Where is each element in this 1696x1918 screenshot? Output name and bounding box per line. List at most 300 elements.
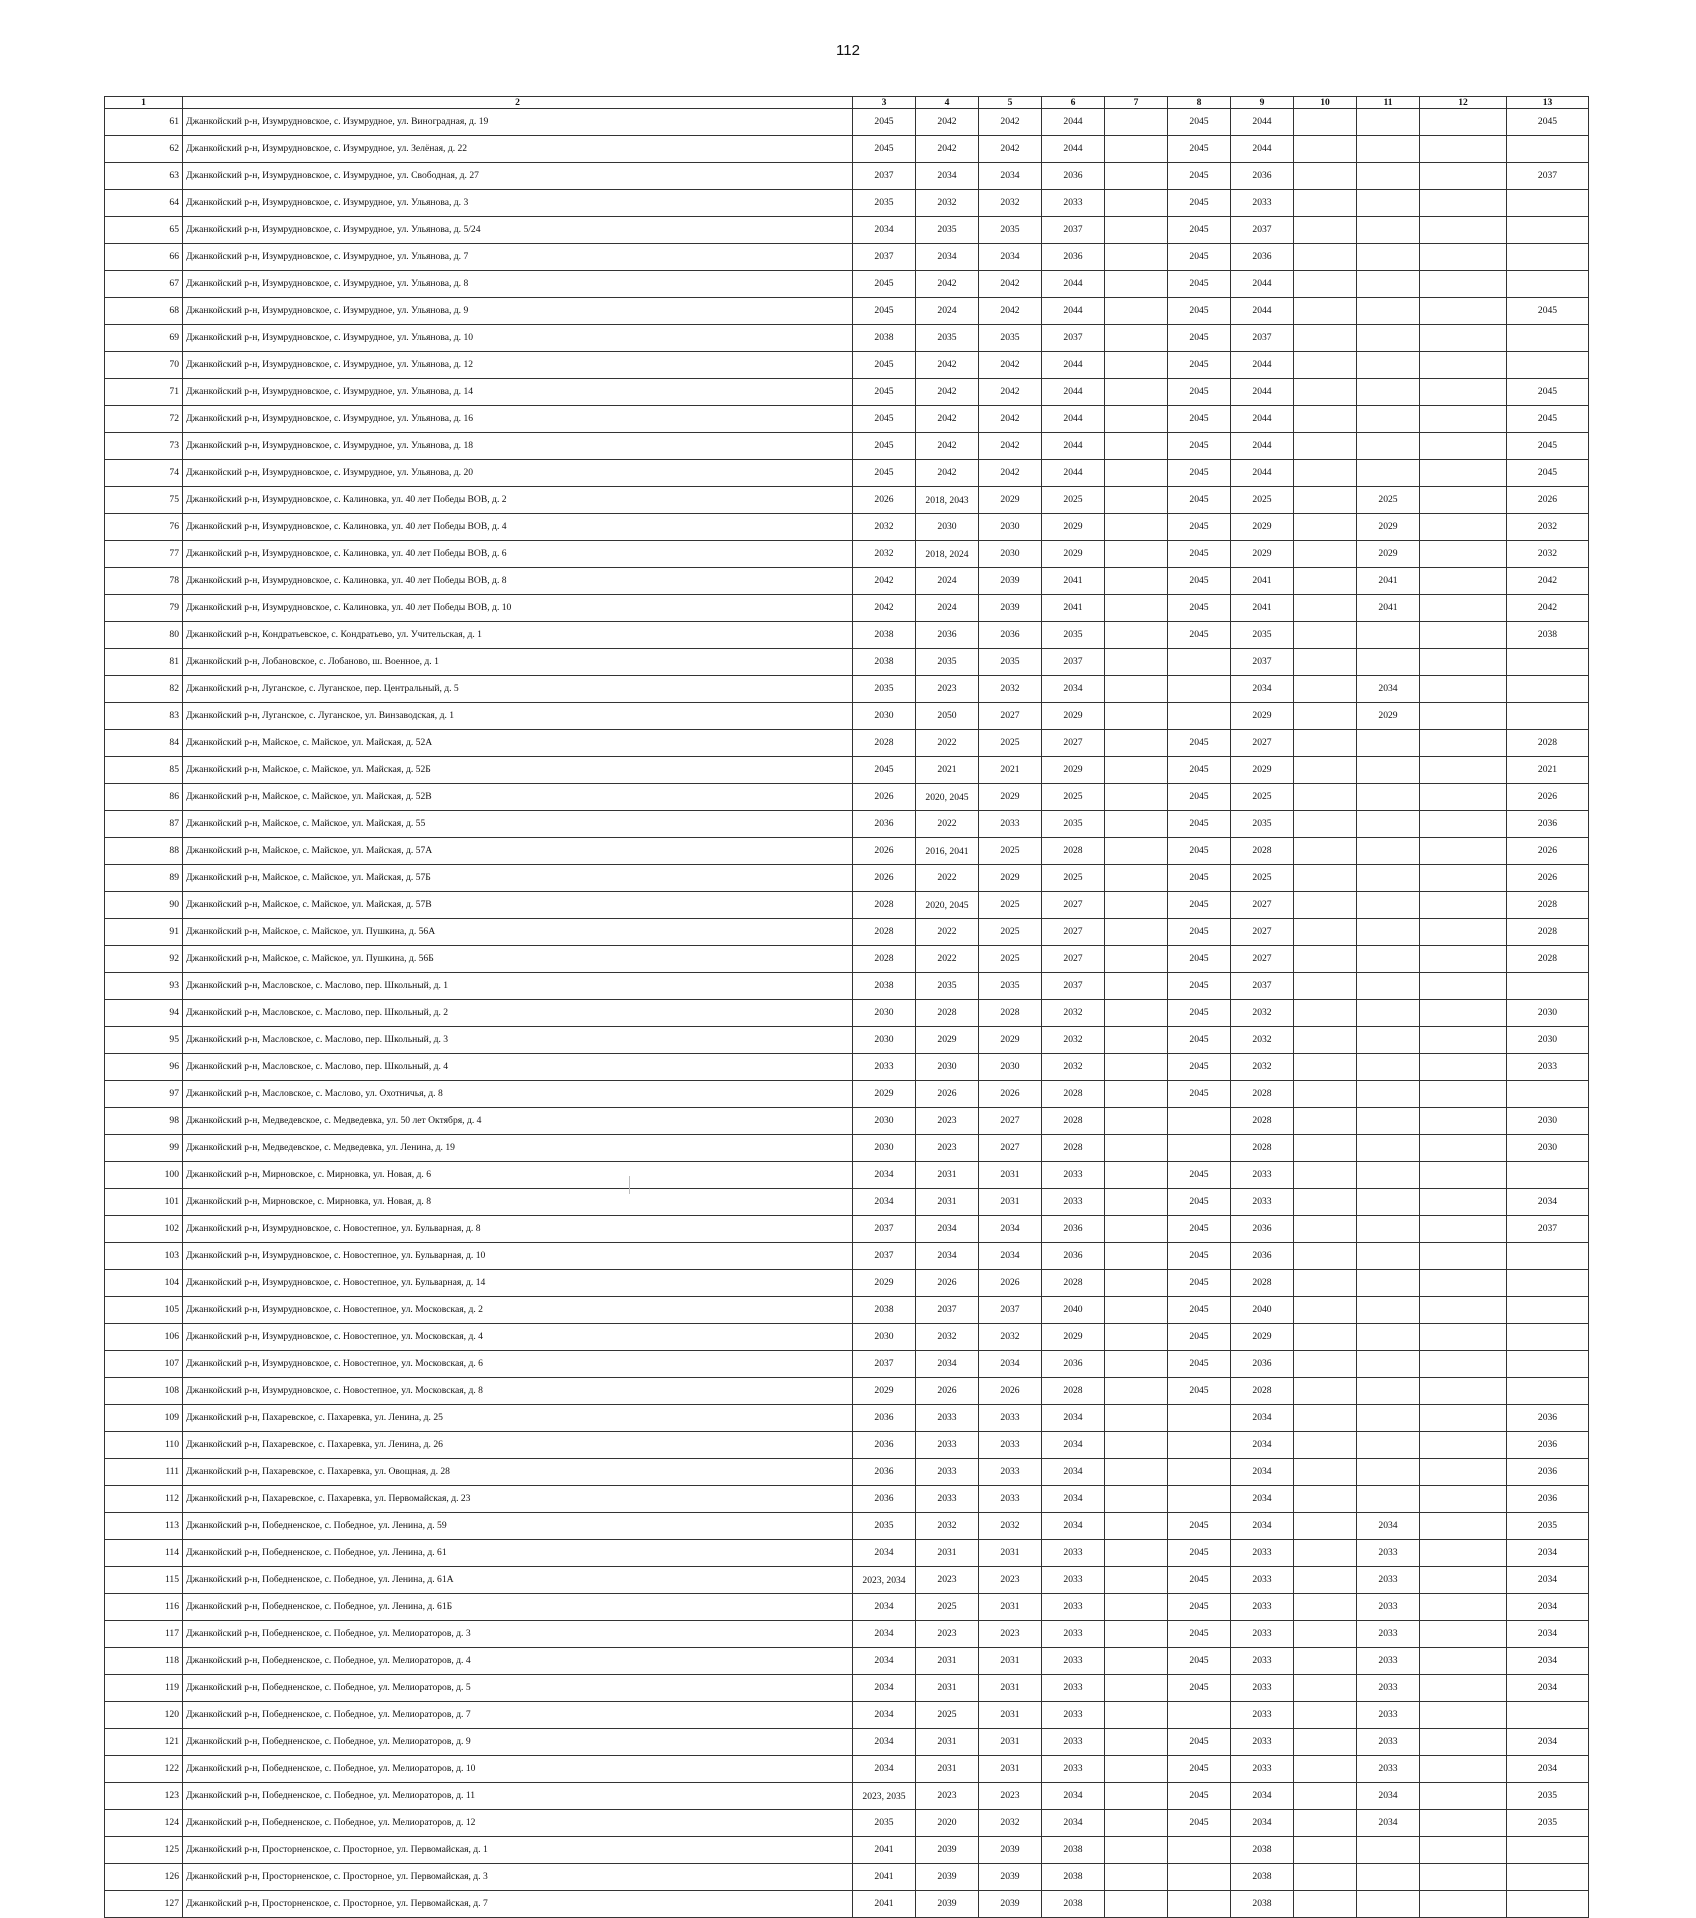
year-cell (1420, 757, 1507, 784)
row-number-cell: 110 (105, 1432, 183, 1459)
year-cell: 2035 (979, 217, 1042, 244)
year-cell: 2027 (1231, 892, 1294, 919)
year-cell: 2022 (916, 946, 979, 973)
year-cell: 2021 (916, 757, 979, 784)
year-cell: 2045 (1168, 1540, 1231, 1567)
year-cell: 2025 (979, 946, 1042, 973)
row-number-cell: 64 (105, 190, 183, 217)
year-cell: 2041 (1357, 595, 1420, 622)
table-row (105, 1783, 1589, 1810)
table-row (105, 1621, 1589, 1648)
year-cell: 2033 (1042, 1189, 1105, 1216)
year-cell: 2033 (979, 1459, 1042, 1486)
year-cell: 2041 (1231, 595, 1294, 622)
row-number-cell: 79 (105, 595, 183, 622)
table-row (105, 1702, 1589, 1729)
year-cell (1357, 1216, 1420, 1243)
year-cell: 2033 (1042, 1648, 1105, 1675)
year-cell (1420, 730, 1507, 757)
row-number-cell: 122 (105, 1756, 183, 1783)
year-cell: 2040 (1042, 1297, 1105, 1324)
year-cell (1507, 1270, 1589, 1297)
year-cell: 2045 (1168, 109, 1231, 136)
row-number-cell: 77 (105, 541, 183, 568)
year-cell: 2025 (979, 730, 1042, 757)
year-cell (1357, 1081, 1420, 1108)
year-cell: 2034 (1042, 1459, 1105, 1486)
year-cell (1294, 676, 1357, 703)
year-cell (1105, 730, 1168, 757)
year-cell: 2032 (853, 514, 916, 541)
year-cell (1294, 1432, 1357, 1459)
year-cell (1420, 298, 1507, 325)
year-cell: 2028 (1231, 1108, 1294, 1135)
year-cell: 2044 (1042, 298, 1105, 325)
year-cell: 2042 (916, 406, 979, 433)
year-cell (1420, 1837, 1507, 1864)
year-cell: 2034 (979, 1243, 1042, 1270)
year-cell (1105, 1270, 1168, 1297)
year-cell: 2027 (979, 703, 1042, 730)
year-cell (1420, 1162, 1507, 1189)
year-cell: 2036 (979, 622, 1042, 649)
year-cell: 2030 (916, 514, 979, 541)
address-cell: Джанкойский р-н, Просторненское, с. Просторное, ул. Первомайская, д. 1 (183, 1837, 853, 1864)
year-cell: 2025 (1042, 487, 1105, 514)
year-cell: 2038 (853, 325, 916, 352)
year-cell (1357, 784, 1420, 811)
year-cell (1294, 838, 1357, 865)
year-cell: 2023 (916, 1621, 979, 1648)
year-cell: 2042 (916, 109, 979, 136)
year-cell: 2033 (979, 1486, 1042, 1513)
year-cell (1294, 406, 1357, 433)
year-cell (1357, 1270, 1420, 1297)
year-cell (1420, 1054, 1507, 1081)
year-cell: 2022 (916, 919, 979, 946)
address-cell: Джанкойский р-н, Изумрудновское, с. Новостепное, ул. Бульварная, д. 14 (183, 1270, 853, 1297)
year-cell (1294, 1891, 1357, 1918)
row-number-cell: 86 (105, 784, 183, 811)
year-cell (1420, 568, 1507, 595)
year-cell: 2037 (853, 163, 916, 190)
year-cell (1420, 1756, 1507, 1783)
year-cell (1420, 1864, 1507, 1891)
year-cell (1105, 973, 1168, 1000)
year-cell: 2045 (1168, 1162, 1231, 1189)
address-cell: Джанкойский р-н, Изумрудновское, с. Изумрудное, ул. Ульянова, д. 8 (183, 271, 853, 298)
year-cell (1420, 1486, 1507, 1513)
address-cell: Джанкойский р-н, Изумрудновское, с. Изумрудное, ул. Ульянова, д. 7 (183, 244, 853, 271)
year-cell (1294, 217, 1357, 244)
year-cell: 2042 (916, 271, 979, 298)
address-cell: Джанкойский р-н, Победненское, с. Победное, ул. Мелиораторов, д. 5 (183, 1675, 853, 1702)
year-cell: 2042 (853, 595, 916, 622)
col-header: 13 (1507, 97, 1589, 109)
year-cell (1357, 352, 1420, 379)
year-cell (1294, 1297, 1357, 1324)
year-cell (1357, 460, 1420, 487)
year-cell (1105, 1162, 1168, 1189)
year-cell (1105, 1837, 1168, 1864)
year-cell: 2030 (853, 1000, 916, 1027)
year-cell: 2038 (853, 622, 916, 649)
year-cell: 2034 (1507, 1675, 1589, 1702)
year-cell (1357, 244, 1420, 271)
register-table (104, 96, 1589, 1918)
col-header: 6 (1042, 97, 1105, 109)
year-cell: 2045 (1168, 487, 1231, 514)
year-cell: 2045 (1168, 1297, 1231, 1324)
year-cell: 2027 (1042, 919, 1105, 946)
year-cell (1105, 163, 1168, 190)
row-number-cell: 80 (105, 622, 183, 649)
year-cell: 2045 (1168, 1783, 1231, 1810)
year-cell (1294, 433, 1357, 460)
year-cell (1420, 1027, 1507, 1054)
year-cell (1294, 1648, 1357, 1675)
year-cell: 2030 (1507, 1135, 1589, 1162)
year-cell: 2030 (979, 541, 1042, 568)
year-cell (1168, 676, 1231, 703)
address-cell: Джанкойский р-н, Изумрудновское, с. Калиновка, ул. 40 лет Победы ВОВ, д. 2 (183, 487, 853, 514)
year-cell: 2033 (1042, 1729, 1105, 1756)
address-cell: Джанкойский р-н, Победненское, с. Победное, ул. Мелиораторов, д. 3 (183, 1621, 853, 1648)
table-row (105, 568, 1589, 595)
row-number-cell: 76 (105, 514, 183, 541)
year-cell: 2033 (1231, 1162, 1294, 1189)
year-cell: 2023 (979, 1783, 1042, 1810)
year-cell (1294, 1837, 1357, 1864)
year-cell (1357, 1486, 1420, 1513)
row-number-cell: 127 (105, 1891, 183, 1918)
year-cell: 2029 (1231, 541, 1294, 568)
year-cell: 2033 (1357, 1756, 1420, 1783)
row-number-cell: 113 (105, 1513, 183, 1540)
row-number-cell: 104 (105, 1270, 183, 1297)
year-cell (1294, 1405, 1357, 1432)
year-cell: 2027 (979, 1135, 1042, 1162)
address-cell: Джанкойский р-н, Масловское, с. Маслово, пер. Школьный, д. 4 (183, 1054, 853, 1081)
address-cell: Джанкойский р-н, Победненское, с. Победное, ул. Мелиораторов, д. 4 (183, 1648, 853, 1675)
year-cell: 2045 (1168, 568, 1231, 595)
year-cell (1105, 352, 1168, 379)
year-cell: 2028 (1042, 1081, 1105, 1108)
col-header: 3 (853, 97, 916, 109)
address-cell: Джанкойский р-н, Победненское, с. Победное, ул. Мелиораторов, д. 9 (183, 1729, 853, 1756)
year-cell: 2033 (1231, 1648, 1294, 1675)
table-row (105, 379, 1589, 406)
year-cell (1420, 352, 1507, 379)
address-cell: Джанкойский р-н, Масловское, с. Маслово, ул. Охотничья, д. 8 (183, 1081, 853, 1108)
year-cell: 2023 (916, 676, 979, 703)
year-cell (1420, 1594, 1507, 1621)
row-number-cell: 97 (105, 1081, 183, 1108)
year-cell: 2036 (853, 1459, 916, 1486)
year-cell: 2034 (1231, 1513, 1294, 1540)
year-cell (1507, 1243, 1589, 1270)
year-cell: 2042 (1507, 595, 1589, 622)
year-cell: 2026 (853, 784, 916, 811)
year-cell: 2028 (1507, 892, 1589, 919)
year-cell: 2035 (916, 217, 979, 244)
year-cell (1294, 649, 1357, 676)
year-cell: 2033 (1231, 1594, 1294, 1621)
row-number-cell: 118 (105, 1648, 183, 1675)
year-cell (1357, 1243, 1420, 1270)
year-cell: 2035 (1507, 1783, 1589, 1810)
year-cell: 2045 (1168, 541, 1231, 568)
year-cell: 2032 (916, 1324, 979, 1351)
address-cell: Джанкойский р-н, Изумрудновское, с. Новостепное, ул. Московская, д. 2 (183, 1297, 853, 1324)
year-cell (1105, 649, 1168, 676)
year-cell (1357, 217, 1420, 244)
year-cell (1420, 325, 1507, 352)
year-cell: 2034 (1231, 1432, 1294, 1459)
row-number-cell: 96 (105, 1054, 183, 1081)
year-cell: 2042 (979, 136, 1042, 163)
year-cell: 2044 (1231, 406, 1294, 433)
year-cell: 2037 (1231, 649, 1294, 676)
year-cell (1105, 1864, 1168, 1891)
year-cell: 2044 (1042, 433, 1105, 460)
table-row (105, 703, 1589, 730)
address-cell: Джанкойский р-н, Изумрудновское, с. Изумрудное, ул. Ульянова, д. 18 (183, 433, 853, 460)
year-cell (1294, 1864, 1357, 1891)
year-cell: 2042 (916, 460, 979, 487)
year-cell: 2023 (916, 1108, 979, 1135)
year-cell: 2036 (916, 622, 979, 649)
year-cell (1105, 865, 1168, 892)
address-cell: Джанкойский р-н, Медведевское, с. Медведевка, ул. 50 лет Октября, д. 4 (183, 1108, 853, 1135)
row-number-cell: 116 (105, 1594, 183, 1621)
year-cell: 2041 (853, 1864, 916, 1891)
table-row (105, 1216, 1589, 1243)
year-cell (1357, 1000, 1420, 1027)
year-cell: 2030 (1507, 1108, 1589, 1135)
row-number-cell: 93 (105, 973, 183, 1000)
year-cell: 2029 (1042, 514, 1105, 541)
year-cell: 2030 (853, 1108, 916, 1135)
year-cell (1507, 244, 1589, 271)
year-cell: 2037 (1507, 1216, 1589, 1243)
year-cell: 2045 (1168, 1351, 1231, 1378)
row-number-cell: 81 (105, 649, 183, 676)
year-cell: 2033 (1231, 1567, 1294, 1594)
address-cell: Джанкойский р-н, Пахаревское, с. Пахаревка, ул. Первомайская, д. 23 (183, 1486, 853, 1513)
year-cell: 2033 (1231, 1702, 1294, 1729)
year-cell: 2023, 2035 (853, 1783, 916, 1810)
year-cell: 2045 (1168, 811, 1231, 838)
table-row (105, 1270, 1589, 1297)
year-cell (1294, 919, 1357, 946)
year-cell: 2027 (1042, 946, 1105, 973)
year-cell (1105, 1351, 1168, 1378)
year-cell (1420, 1108, 1507, 1135)
year-cell (1420, 1621, 1507, 1648)
year-cell (1357, 271, 1420, 298)
year-cell (1105, 946, 1168, 973)
table-row (105, 811, 1589, 838)
year-cell: 2033 (916, 1432, 979, 1459)
year-cell: 2038 (853, 649, 916, 676)
year-cell: 2031 (979, 1675, 1042, 1702)
year-cell (1294, 1486, 1357, 1513)
row-number-cell: 65 (105, 217, 183, 244)
year-cell: 2042 (979, 379, 1042, 406)
year-cell: 2034 (916, 244, 979, 271)
year-cell: 2033 (1507, 1054, 1589, 1081)
year-cell: 2025 (916, 1594, 979, 1621)
year-cell: 2045 (853, 271, 916, 298)
year-cell (1357, 379, 1420, 406)
year-cell: 2045 (1168, 190, 1231, 217)
year-cell: 2028 (1042, 1108, 1105, 1135)
year-cell (1168, 1702, 1231, 1729)
year-cell: 2025 (916, 1702, 979, 1729)
year-cell: 2044 (1231, 352, 1294, 379)
year-cell (1105, 379, 1168, 406)
year-cell: 2037 (1507, 163, 1589, 190)
year-cell (1420, 1702, 1507, 1729)
year-cell (1357, 136, 1420, 163)
year-cell: 2034 (1507, 1189, 1589, 1216)
year-cell: 2032 (1507, 541, 1589, 568)
year-cell (1105, 1621, 1168, 1648)
year-cell: 2034 (979, 163, 1042, 190)
year-cell: 2031 (979, 1729, 1042, 1756)
year-cell (1357, 865, 1420, 892)
year-cell: 2044 (1231, 460, 1294, 487)
year-cell (1105, 1756, 1168, 1783)
col-header: 8 (1168, 97, 1231, 109)
col-header: 11 (1357, 97, 1420, 109)
year-cell: 2035 (1507, 1810, 1589, 1837)
year-cell: 2029 (1357, 514, 1420, 541)
year-cell: 2045 (853, 433, 916, 460)
year-cell: 2038 (1042, 1891, 1105, 1918)
year-cell: 2034 (1507, 1594, 1589, 1621)
year-cell: 2035 (853, 676, 916, 703)
year-cell (1105, 1027, 1168, 1054)
year-cell: 2028 (1507, 730, 1589, 757)
year-cell (1357, 1108, 1420, 1135)
year-cell (1420, 892, 1507, 919)
table-row (105, 514, 1589, 541)
year-cell (1507, 190, 1589, 217)
year-cell: 2041 (1042, 595, 1105, 622)
year-cell (1507, 1702, 1589, 1729)
table-row (105, 1162, 1589, 1189)
year-cell: 2034 (1507, 1567, 1589, 1594)
year-cell (1294, 1459, 1357, 1486)
address-cell: Джанкойский р-н, Мирновское, с. Мирновка, ул. Новая, д. 6 (183, 1162, 853, 1189)
year-cell: 2044 (1042, 460, 1105, 487)
year-cell: 2045 (1168, 892, 1231, 919)
year-cell: 2036 (1042, 1351, 1105, 1378)
year-cell: 2034 (916, 1216, 979, 1243)
year-cell: 2035 (916, 649, 979, 676)
year-cell: 2034 (853, 1189, 916, 1216)
year-cell: 2023 (916, 1135, 979, 1162)
year-cell: 2028 (1231, 1270, 1294, 1297)
year-cell (1105, 325, 1168, 352)
year-cell: 2020, 2045 (916, 784, 979, 811)
year-cell (1294, 271, 1357, 298)
year-cell: 2037 (1231, 325, 1294, 352)
year-cell: 2029 (916, 1027, 979, 1054)
year-cell (1105, 703, 1168, 730)
year-cell (1357, 622, 1420, 649)
year-cell: 2025 (1231, 865, 1294, 892)
address-cell: Джанкойский р-н, Изумрудновское, с. Калиновка, ул. 40 лет Победы ВОВ, д. 4 (183, 514, 853, 541)
address-cell: Джанкойский р-н, Изумрудновское, с. Новостепное, ул. Московская, д. 6 (183, 1351, 853, 1378)
year-cell: 2027 (1231, 946, 1294, 973)
year-cell (1294, 973, 1357, 1000)
table-row (105, 838, 1589, 865)
year-cell: 2045 (1168, 784, 1231, 811)
year-cell: 2028 (1507, 919, 1589, 946)
year-cell: 2030 (916, 1054, 979, 1081)
row-number-cell: 115 (105, 1567, 183, 1594)
col-header: 7 (1105, 97, 1168, 109)
year-cell: 2028 (1231, 1378, 1294, 1405)
year-cell (1420, 136, 1507, 163)
year-cell (1420, 1540, 1507, 1567)
year-cell: 2045 (1168, 1810, 1231, 1837)
year-cell: 2045 (1168, 1324, 1231, 1351)
year-cell: 2034 (916, 1351, 979, 1378)
year-cell: 2038 (1231, 1891, 1294, 1918)
year-cell: 2034 (1357, 676, 1420, 703)
year-cell (1357, 1054, 1420, 1081)
year-cell: 2033 (1042, 1567, 1105, 1594)
address-cell: Джанкойский р-н, Майское, с. Майское, ул. Майская, д. 57В (183, 892, 853, 919)
year-cell: 2027 (1042, 730, 1105, 757)
table-row (105, 109, 1589, 136)
year-cell: 2018, 2043 (916, 487, 979, 514)
year-cell (1168, 1135, 1231, 1162)
year-cell: 2036 (1231, 244, 1294, 271)
table-row (105, 1135, 1589, 1162)
year-cell (1507, 1081, 1589, 1108)
year-cell (1168, 649, 1231, 676)
address-cell: Джанкойский р-н, Изумрудновское, с. Изумрудное, ул. Зелёная, д. 22 (183, 136, 853, 163)
year-cell: 2033 (979, 1432, 1042, 1459)
address-cell: Джанкойский р-н, Изумрудновское, с. Калиновка, ул. 40 лет Победы ВОВ, д. 8 (183, 568, 853, 595)
year-cell: 2033 (1357, 1729, 1420, 1756)
table-row (105, 1810, 1589, 1837)
year-cell (1294, 865, 1357, 892)
table-row (105, 352, 1589, 379)
year-cell (1105, 1324, 1168, 1351)
year-cell: 2027 (1231, 730, 1294, 757)
year-cell (1105, 1702, 1168, 1729)
year-cell: 2039 (979, 1891, 1042, 1918)
table-row (105, 1108, 1589, 1135)
table-row (105, 1351, 1589, 1378)
year-cell: 2045 (1168, 622, 1231, 649)
year-cell: 2034 (1231, 1810, 1294, 1837)
year-cell (1357, 1297, 1420, 1324)
year-cell: 2036 (1042, 1243, 1105, 1270)
year-cell (1357, 946, 1420, 973)
year-cell: 2026 (979, 1081, 1042, 1108)
year-cell (1420, 784, 1507, 811)
year-cell (1357, 919, 1420, 946)
year-cell: 2034 (979, 1351, 1042, 1378)
year-cell: 2037 (1231, 973, 1294, 1000)
